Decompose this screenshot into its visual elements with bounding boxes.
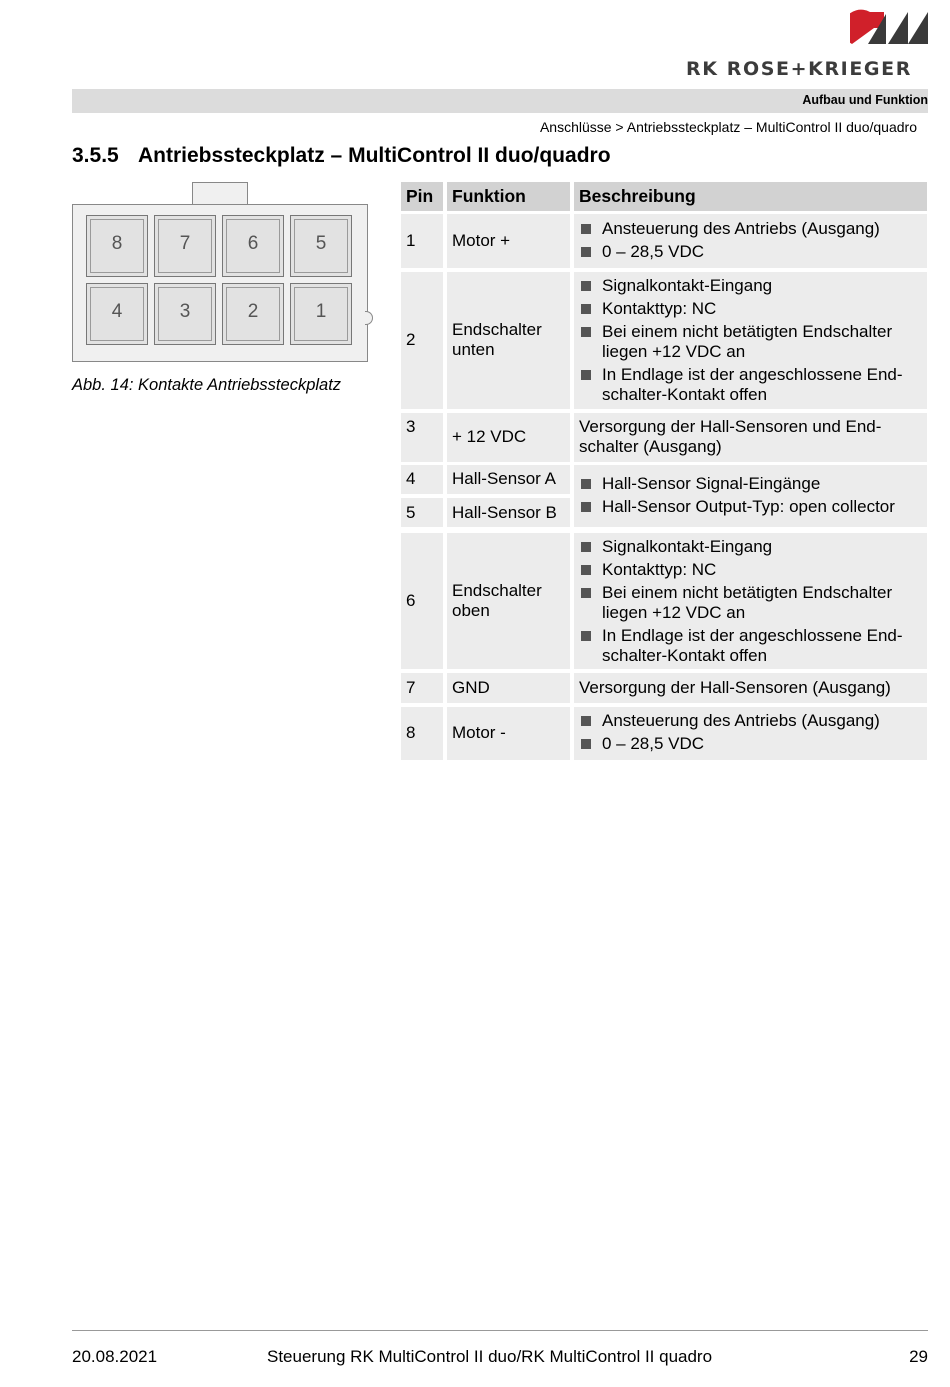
table-cell-funktion: Endschalter unten xyxy=(447,272,570,409)
table-cell-pin: 3 xyxy=(401,413,443,462)
list-item: Ansteuerung des Antriebs (Ausgang) xyxy=(580,711,921,731)
table-cell-beschreibung: Versorgung der Hall-Sensoren (Ausgang) xyxy=(574,673,927,703)
table-cell-beschreibung xyxy=(574,272,927,409)
footer-divider xyxy=(72,1330,928,1331)
footer-date: 20.08.2021 xyxy=(72,1347,158,1366)
section-title xyxy=(72,144,611,168)
list-item: Bei einem nicht betätigten Endschalter liegen +12 VDC an xyxy=(580,322,921,362)
table-cell-pin: 2 xyxy=(401,272,443,409)
table-cell-beschreibung xyxy=(574,214,927,268)
list-item: 0 – 28,5 VDC xyxy=(580,242,921,262)
rk-logo-icon xyxy=(850,8,928,46)
table-cell-pin: 5 xyxy=(401,498,443,527)
connector-pin: 5 xyxy=(290,215,352,277)
table-cell-pin: 4 xyxy=(401,465,443,494)
list-item: In Endlage ist der angeschlossene End-schalter-Kontakt offen xyxy=(580,365,921,405)
table-cell-pin: 1 xyxy=(401,214,443,268)
footer-page-number: 29 xyxy=(909,1347,928,1366)
table-cell-pin: 8 xyxy=(401,707,443,760)
connector-pin: 6 xyxy=(222,215,284,277)
table-cell-funktion: Endschalter oben xyxy=(447,533,570,669)
list-item: In Endlage ist der angeschlossene End-schalter-Kontakt offen xyxy=(580,626,921,666)
table-header-beschreibung: Beschreibung xyxy=(574,182,927,211)
connector-pin: 4 xyxy=(86,283,148,345)
list-item: Kontakttyp: NC xyxy=(580,560,921,580)
list-item: Bei einem nicht betätigten Endschalter liegen +12 VDC an xyxy=(580,583,921,623)
table-cell-funktion: Hall-Sensor B xyxy=(447,498,570,527)
logo-text: RK ROSE+KRIEGER xyxy=(686,58,912,80)
table-cell-funktion: GND xyxy=(447,673,570,703)
table-cell-funktion: + 12 VDC xyxy=(447,413,570,462)
brand-logo xyxy=(686,8,931,80)
section-number: 3.5.5 xyxy=(72,144,119,167)
header-bar xyxy=(72,89,928,113)
connector-pin: 8 xyxy=(86,215,148,277)
figure-caption: Abb. 14: Kontakte Antriebssteckplatz xyxy=(72,376,342,394)
footer-doc-title: Steuerung RK MultiControl II duo/RK MultiControl II quadro xyxy=(267,1347,713,1366)
connector-nub xyxy=(365,311,373,325)
list-item: Signalkontakt-Eingang xyxy=(580,537,921,557)
list-item: Hall-Sensor Signal-Eingänge xyxy=(580,474,921,494)
connector-pin: 1 xyxy=(290,283,352,345)
table-header-funktion: Funktion xyxy=(447,182,570,211)
table-cell-pin: 6 xyxy=(401,533,443,669)
table-cell-beschreibung: Versorgung der Hall-Sensoren und End-schalter (Ausgang) xyxy=(574,413,927,462)
list-item: 0 – 28,5 VDC xyxy=(580,734,921,754)
breadcrumb: Anschlüsse > Antriebssteckplatz – MultiControl II duo/quadro xyxy=(539,119,917,135)
table-cell-beschreibung xyxy=(574,707,927,760)
table-header-pin: Pin xyxy=(401,182,443,211)
connector-figure xyxy=(72,182,376,364)
connector-pin: 3 xyxy=(154,283,216,345)
connector-pin: 7 xyxy=(154,215,216,277)
list-item: Ansteuerung des Antriebs (Ausgang) xyxy=(580,219,921,239)
connector-pin: 2 xyxy=(222,283,284,345)
table-cell-funktion: Motor - xyxy=(447,707,570,760)
table-cell-pin: 7 xyxy=(401,673,443,703)
list-item: Hall-Sensor Output-Typ: open collector xyxy=(580,497,921,517)
connector-latch xyxy=(192,182,248,205)
table-cell-funktion: Motor + xyxy=(447,214,570,268)
table-cell-funktion: Hall-Sensor A xyxy=(447,465,570,494)
list-item: Kontakttyp: NC xyxy=(580,299,921,319)
table-cell-beschreibung xyxy=(574,533,927,669)
table-cell-beschreibung xyxy=(574,465,927,527)
chapter-label: Aufbau und Funktion xyxy=(802,93,928,107)
section-heading: Antriebssteckplatz – MultiControl II duo/quadro xyxy=(138,144,611,167)
list-item: Signalkontakt-Eingang xyxy=(580,276,921,296)
